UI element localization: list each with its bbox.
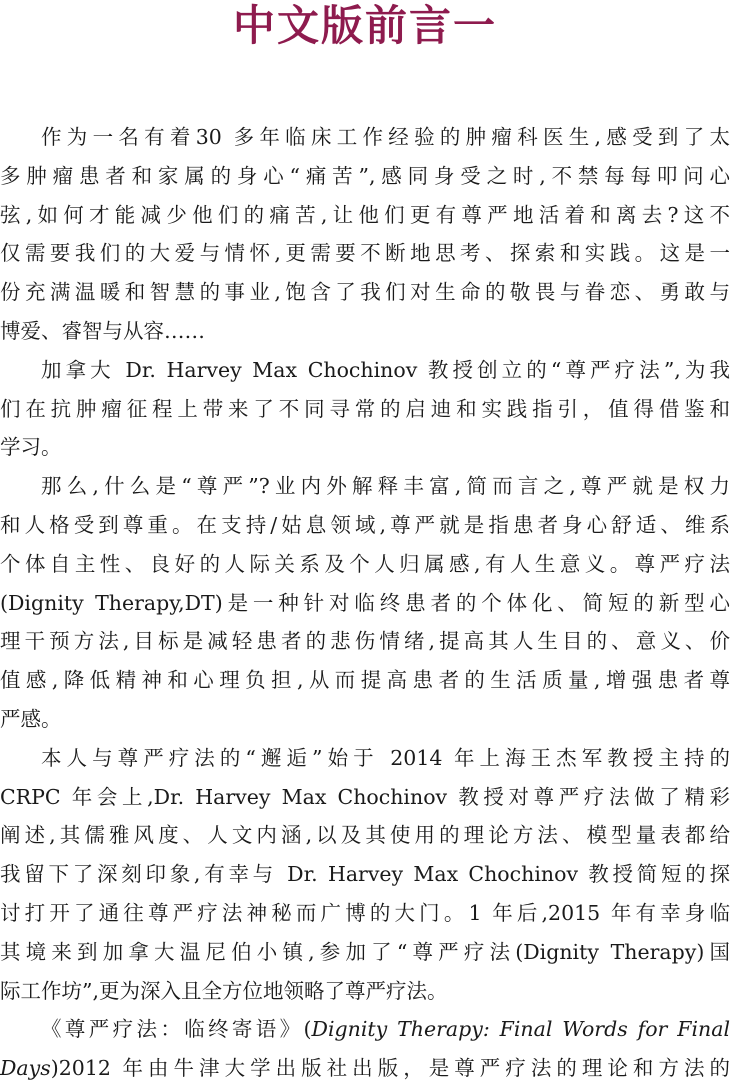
text-line: 仅需要我们的大爱与情怀,更需要不断地思考、探索和实践。这是一 — [0, 241, 730, 266]
text-line: CRPC 年会上,Dr. Harvey Max Chochinov 教授对尊严疗法做了精彩 — [0, 784, 730, 809]
text-line: 学习。 — [0, 435, 62, 460]
text-line: 值感,降低精神和心理负担,从而提高患者的生活质量,增强患者尊 — [0, 668, 730, 693]
text-line: 博爱、睿智与从容…… — [0, 318, 205, 343]
page-title: 中文版前言一 — [232, 1, 497, 50]
paragraph — [0, 467, 730, 739]
text-line — [0, 1049, 730, 1088]
text-line: (Dignity Therapy,DT)是一种针对临终患者的个体化、简短的新型心 — [0, 590, 730, 615]
text-line: 际工作坊”,更为深入且全方位地领略了尊严疗法。 — [0, 978, 448, 1003]
text-line — [0, 1010, 730, 1049]
text-line: 和人格受到尊重。在支持/姑息领域,尊严就是指患者身心舒适、维系 — [0, 512, 730, 537]
body-text — [0, 118, 730, 1088]
text-line: 其境来到加拿大温尼伯小镇,参加了“尊严疗法(Dignity Therapy)国 — [0, 939, 730, 964]
paragraph — [0, 739, 730, 1011]
text-line: 作为一名有着30 多年临床工作经验的肿瘤科医生,感受到了太 — [41, 125, 730, 149]
text-line: 那么,什么是“尊严”?业内外解释丰富,简而言之,尊严就是权力 — [41, 474, 730, 499]
body-line-text: )2012 年由牛津大学出版社出版，是尊严疗法的理论和方法的 — [50, 1056, 730, 1081]
paragraph — [0, 118, 730, 351]
text-line: 份充满温暖和智慧的事业,饱含了我们对生命的敬畏与眷恋、勇敢与 — [0, 280, 730, 305]
english-title-text: Dignity Therapy: Final Words for Final — [311, 1017, 730, 1042]
text-line: 本人与尊严疗法的“邂逅”始于 2014 年上海王杰军教授主持的 — [41, 745, 730, 770]
text-line: 讨打开了通往尊严疗法神秘而广博的大门。1 年后,2015 年有幸身临 — [0, 900, 730, 925]
paragraph — [0, 351, 730, 467]
text-line: 理干预方法,目标是减轻患者的悲伤情绪,提高其人生目的、意义、价 — [0, 629, 730, 654]
english-title-text: Days — [0, 1056, 51, 1081]
text-line: 严感。 — [0, 706, 62, 731]
text-line: 加拿大 Dr. Harvey Max Chochinov 教授创立的“尊严疗法”,为我 — [41, 357, 730, 382]
text-line: 们在抗肿瘤征程上带来了不同寻常的启迪和实践指引，值得借鉴和 — [0, 396, 730, 421]
text-line: 个体自主性、良好的人际关系及个人归属感,有人生意义。尊严疗法 — [0, 551, 730, 576]
text-line: 我留下了深刻印象,有幸与 Dr. Harvey Max Chochinov 教授简短的探 — [0, 862, 730, 887]
text-line: 弦,如何才能减少他们的痛苦,让他们更有尊严地活着和离去?这不 — [0, 202, 730, 227]
paragraph — [0, 1010, 730, 1088]
book-title-text: 《尊严疗法：临终寄语》( — [41, 1017, 312, 1042]
text-line: 阐述,其儒雅风度、人文内涵,以及其使用的理论方法、模型量表都给 — [0, 823, 730, 848]
text-line: 多肿瘤患者和家属的身心“痛苦”,感同身受之时,不禁每每叩问心 — [0, 163, 730, 188]
